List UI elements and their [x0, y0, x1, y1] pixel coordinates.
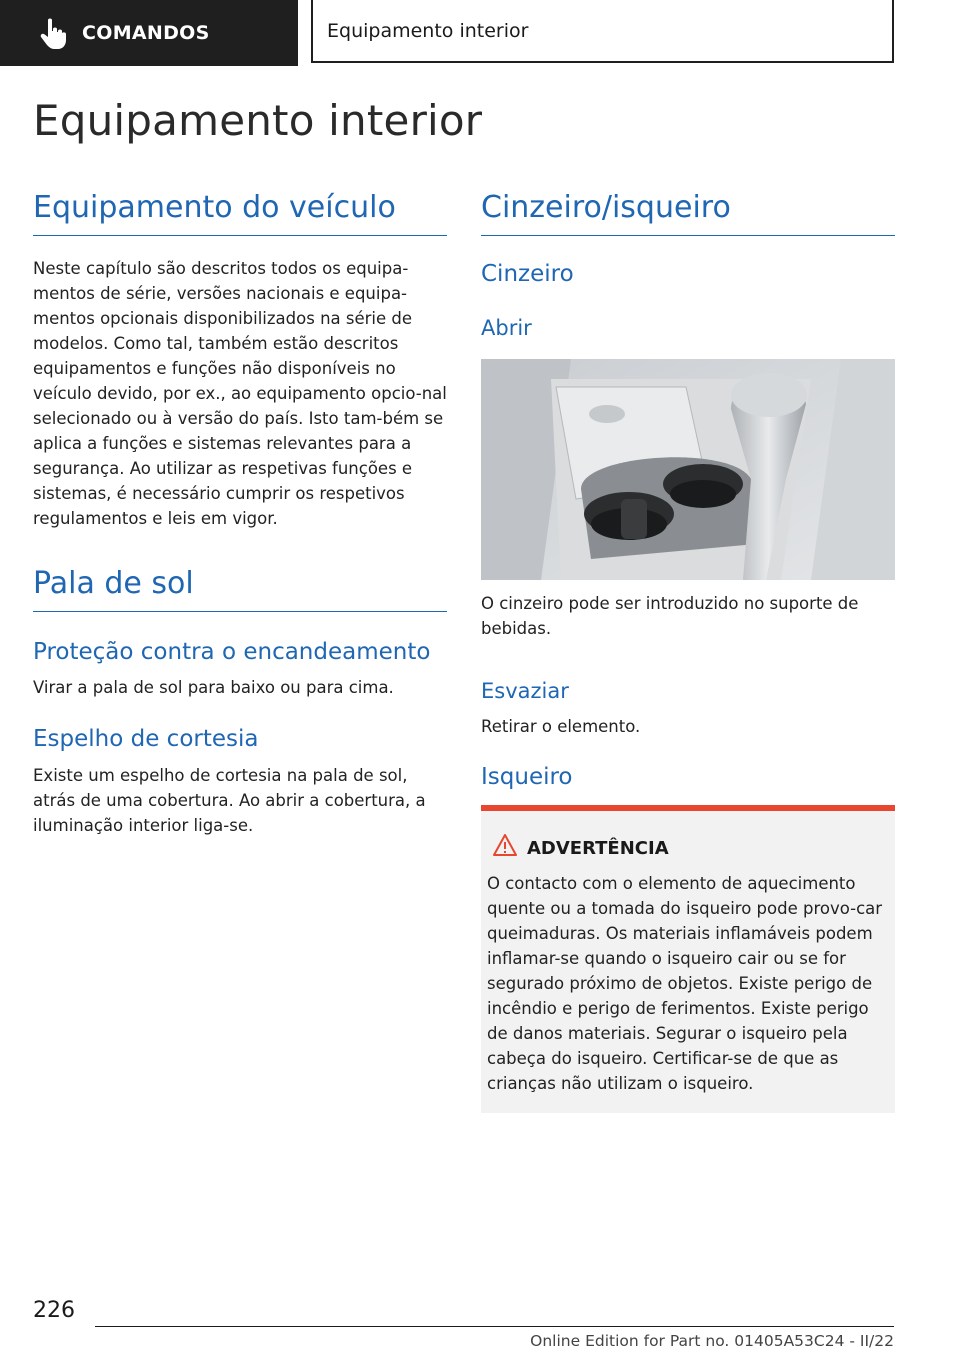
- heading-abrir: Abrir: [481, 316, 532, 340]
- heading-cinzeiro: Cinzeiro: [481, 261, 574, 287]
- page-title: Equipamento interior: [33, 96, 483, 145]
- heading-equipamento-veiculo: Equipamento do veículo: [33, 190, 447, 236]
- page-number: 226: [33, 1298, 75, 1323]
- chapter-label: Equipamento interior: [327, 19, 529, 42]
- warning-box: [481, 805, 895, 1113]
- heading-cinzeiro-isqueiro: Cinzeiro/isqueiro: [481, 190, 895, 236]
- section-label: COMANDOS: [82, 22, 210, 44]
- page-header: [0, 0, 960, 66]
- warning-triangle-icon: [492, 833, 518, 857]
- heading-espelho: Espelho de cortesia: [33, 726, 259, 752]
- paragraph-esvaziar: Retirar o elemento.: [481, 717, 641, 736]
- pointing-hand-icon: [34, 16, 68, 50]
- paragraph-abrir: O cinzeiro pode ser introduzido no suporte de bebidas.: [481, 594, 859, 638]
- paragraph-protecao: Virar a pala de sol para baixo ou para cima.: [33, 678, 394, 697]
- heading-isqueiro: Isqueiro: [481, 764, 573, 790]
- paragraph-equipamento: Neste capítulo são descritos todos os equipa-mentos de série, versões nacionais e equipa-mentos opcionais disponibilizados na série de modelos. Como tal, também estão descritos equipamentos e funções não disponíveis no veículo devido, por ex., ao equipamento opcio-nal selecionado ou à versão do país. Isto tam-bém se aplica a funções e sistemas relevantes para a segurança. Ao utilizar as respetivas funções e sistemas, é necessário cumprir os respetivos regulamentos e leis em vigor.: [33, 259, 447, 528]
- footer-divider: [95, 1326, 894, 1327]
- warning-title: ADVERTÊNCIA: [527, 838, 669, 859]
- section-tab: [0, 0, 298, 66]
- ashtray-cupholder-photo: [481, 359, 895, 580]
- warning-text: O contacto com o elemento de aquecimento quente ou a tomada do isqueiro pode provo-car queimaduras. Os materiais inflamáveis podem inflamar-se quando o isqueiro cair ou se for segurado próximo de objetos. Existe perigo de incêndio e perigo de ferimentos. Existe perigo de danos materiais. Segurar o isqueiro pela cabeça do isqueiro. Certificar-se de que as crianças não utilizam o isqueiro.: [487, 874, 883, 1093]
- chapter-tab: [311, 0, 894, 63]
- heading-esvaziar: Esvaziar: [481, 679, 569, 703]
- console-illustration: [481, 359, 895, 580]
- heading-pala-de-sol: Pala de sol: [33, 566, 447, 612]
- paragraph-espelho: Existe um espelho de cortesia na pala de sol, atrás de uma cobertura. Ao abrir a cobertura, a iluminação interior liga-se.: [33, 766, 426, 835]
- footer-edition: Online Edition for Part no. 01405A53C24 - II/22: [530, 1332, 894, 1350]
- heading-protecao: Proteção contra o encandeamento: [33, 639, 431, 665]
